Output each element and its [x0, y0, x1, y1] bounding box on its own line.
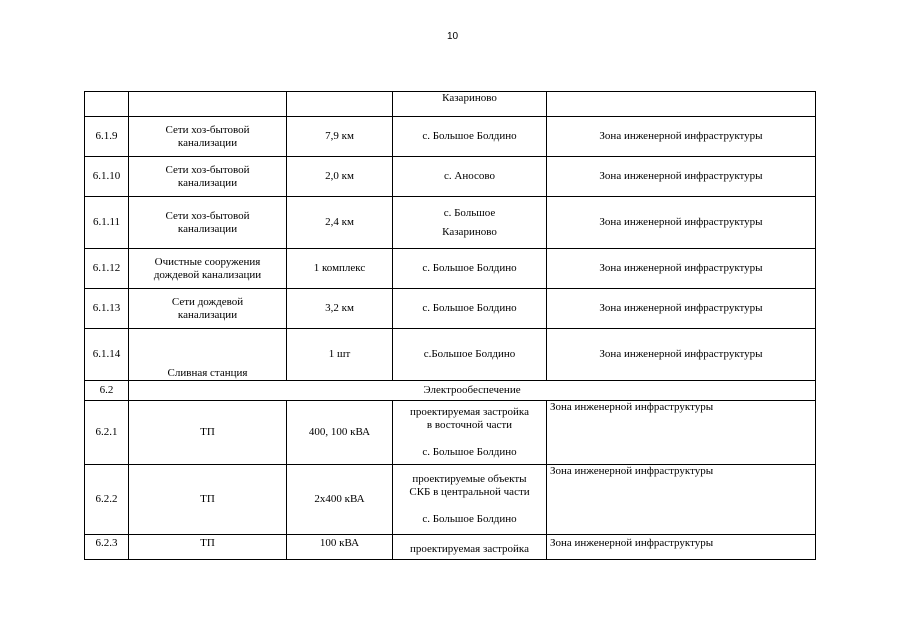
spacer [396, 499, 543, 513]
location-line: с. Большое Болдино [422, 262, 517, 274]
section-title: Электрообеспечение [129, 381, 816, 401]
name-line: Сети хоз-бытовой [165, 163, 250, 176]
row-number: 6.2.1 [85, 401, 129, 465]
object-zone: Зона инженерной инфраструктуры [547, 289, 816, 329]
object-zone: Зона инженерной инфраструктуры [547, 535, 816, 560]
name-line: Сети хоз-бытовой [165, 209, 250, 222]
row-number: 6.1.10 [85, 157, 129, 197]
infrastructure-table [84, 91, 816, 560]
location-line: с. Большое Болдино [422, 130, 517, 142]
object-name [129, 117, 287, 157]
name-line: канализации [177, 136, 238, 149]
table-row [85, 197, 816, 249]
location-line: с. Большое Болдино [422, 446, 517, 458]
table-row [85, 157, 816, 197]
name-line: Сети дождевой [171, 295, 244, 308]
object-location [393, 117, 547, 157]
table-row [85, 117, 816, 157]
object-capacity: 2,4 км [287, 197, 393, 249]
spacer [396, 432, 543, 446]
object-name [129, 249, 287, 289]
object-location [393, 329, 547, 381]
object-location [393, 197, 547, 249]
row-number [85, 92, 129, 117]
object-location [393, 92, 547, 117]
table-row [85, 401, 816, 465]
name-line: Сливная станция [167, 367, 248, 379]
object-capacity: 1 шт [287, 329, 393, 381]
object-capacity: 7,9 км [287, 117, 393, 157]
name-line: ТП [200, 493, 215, 505]
object-name [129, 329, 287, 381]
name-line: ТП [200, 426, 215, 438]
row-number: 6.1.9 [85, 117, 129, 157]
table-row [85, 92, 816, 117]
name-line: Очистные сооружения [154, 255, 261, 268]
object-name [129, 157, 287, 197]
object-name [129, 401, 287, 465]
location-line: проектируемые объекты [412, 473, 527, 485]
object-zone: Зона инженерной инфраструктуры [547, 117, 816, 157]
object-zone: Зона инженерной инфраструктуры [547, 329, 816, 381]
object-zone: Зона инженерной инфраструктуры [547, 157, 816, 197]
name-line: дождевой канализации [153, 268, 262, 281]
object-location [393, 157, 547, 197]
object-capacity [287, 92, 393, 117]
object-zone: Зона инженерной инфраструктуры [547, 249, 816, 289]
object-capacity: 3,2 км [287, 289, 393, 329]
name-line: канализации [177, 222, 238, 235]
location-line: проектируемая застройка [410, 406, 529, 418]
object-zone: Зона инженерной инфраструктуры [547, 465, 816, 535]
location-line: с. Большое Болдино [422, 513, 517, 525]
object-location [393, 465, 547, 535]
location-line: с. Большое [443, 206, 496, 219]
object-capacity: 2,0 км [287, 157, 393, 197]
table-row [85, 329, 816, 381]
table-row [85, 289, 816, 329]
object-capacity: 1 комплекс [287, 249, 393, 289]
table-row [85, 465, 816, 535]
object-name [129, 289, 287, 329]
name-line: ТП [200, 537, 215, 549]
row-number: 6.1.13 [85, 289, 129, 329]
object-location [393, 289, 547, 329]
location-line: проектируемая застройка [410, 543, 529, 555]
object-zone: Зона инженерной инфраструктуры [547, 197, 816, 249]
location-line: с.Большое Болдино [423, 348, 516, 360]
location-line: в восточной части [426, 419, 513, 431]
name-line: канализации [177, 176, 238, 189]
object-name [129, 465, 287, 535]
object-name [129, 92, 287, 117]
object-location [393, 249, 547, 289]
object-name [129, 197, 287, 249]
row-number: 6.1.14 [85, 329, 129, 381]
row-number: 6.1.11 [85, 197, 129, 249]
section-number: 6.2 [85, 381, 129, 401]
row-number: 6.2.2 [85, 465, 129, 535]
page-number: 10 [446, 31, 459, 42]
location-line: Казариново [442, 92, 497, 104]
object-location [393, 401, 547, 465]
row-number: 6.1.12 [85, 249, 129, 289]
location-line: с. Большое Болдино [422, 302, 517, 314]
object-capacity: 2х400 кВА [287, 465, 393, 535]
table-row [85, 535, 816, 560]
row-number: 6.2.3 [85, 535, 129, 560]
object-name [129, 535, 287, 560]
section-row [85, 381, 816, 401]
name-line: Сети хоз-бытовой [165, 123, 250, 136]
location-line: с. Аносово [444, 170, 495, 182]
name-line: канализации [177, 308, 238, 321]
object-zone [547, 92, 816, 117]
table-row [85, 249, 816, 289]
object-zone: Зона инженерной инфраструктуры [547, 401, 816, 465]
location-line: Казариново [442, 225, 497, 238]
object-capacity: 100 кВА [287, 535, 393, 560]
object-capacity: 400, 100 кВА [287, 401, 393, 465]
location-line: СКБ в центральной части [409, 486, 530, 498]
object-location [393, 535, 547, 560]
